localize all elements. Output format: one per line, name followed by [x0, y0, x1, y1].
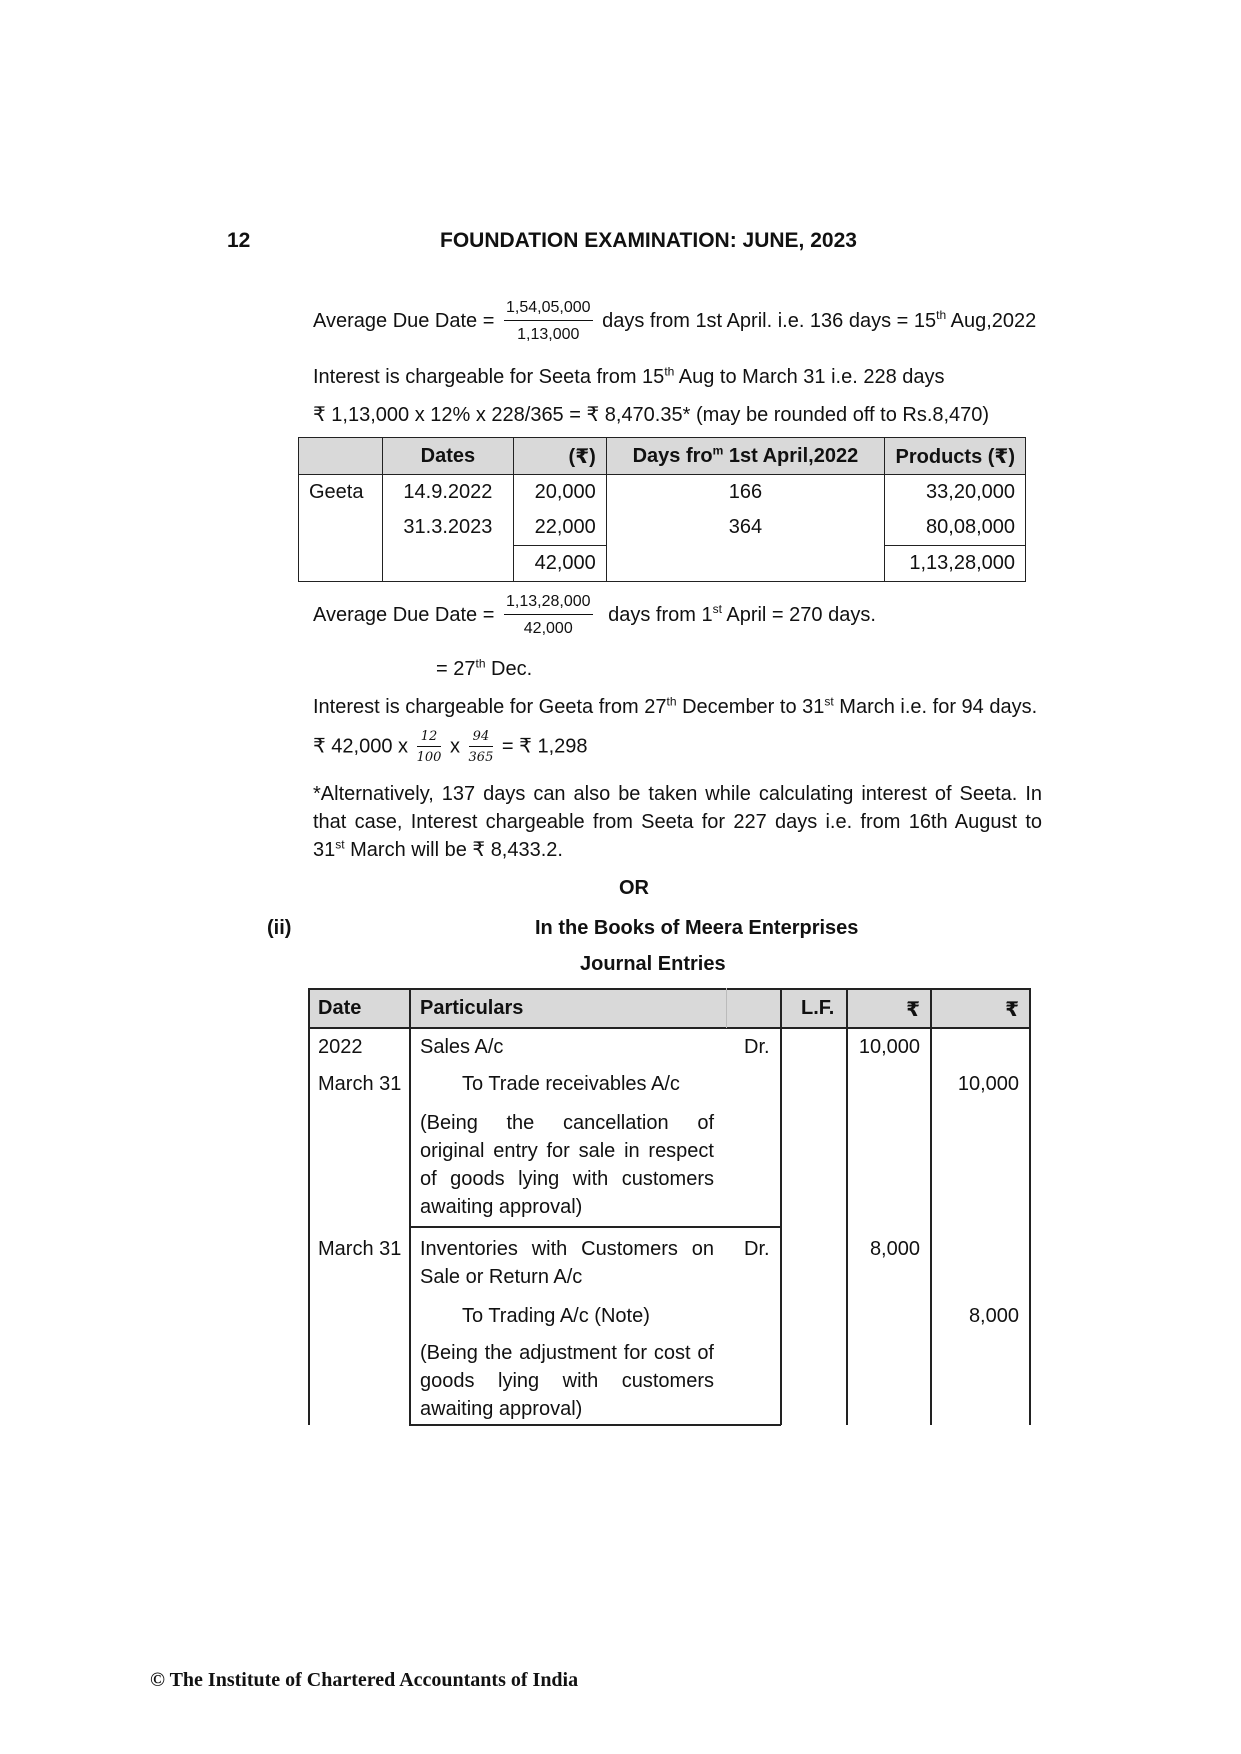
seeta-average-due-date: Average Due Date = $\frac{1,54,05,000}{1,13,000}$ days from 1st April. i.e. 136 days = 15th Aug,2022 — [313, 299, 1037, 343]
geeta-interest-period: Interest is chargeable for Geeta from 27th December to 31st March i.e. for 94 days. — [313, 694, 1038, 718]
header-debit: ₹ — [906, 999, 920, 1021]
entry-credit-amount: 10,000 — [957, 1073, 1019, 1095]
row-amount: 22,000 — [513, 510, 606, 546]
total-product: 1,13,28,000 — [885, 546, 1026, 582]
entry-narration: (Being the cancellation of original entry for sale in respect of goods lying with customers awaiting approval) — [420, 1112, 714, 1218]
header-days: Days fro$^m$ 1st April,2022 — [606, 438, 884, 475]
header-credit: ₹ — [1005, 999, 1019, 1021]
entry-debit-amount: 10,000 — [858, 1036, 920, 1058]
table-row — [299, 510, 1026, 546]
table-row — [299, 475, 1026, 511]
header-blank — [299, 438, 383, 475]
entry-credit-account: To Trade receivables A/c — [462, 1073, 680, 1095]
header-dates: Dates — [382, 438, 513, 475]
entry-credit-amount: 8,000 — [968, 1305, 1019, 1327]
row-date: 14.9.2022 — [382, 475, 513, 511]
geeta-average-due-date: Average Due Date = $\frac{1,13,28,000}{42,000}$ days from 1st April = 270 days. — [313, 593, 876, 637]
entry-dr: Dr. — [744, 1036, 770, 1058]
geeta-products-table — [298, 437, 1026, 582]
entry-dr: Dr. — [744, 1238, 770, 1260]
entry-debit-account: Sales A/c — [420, 1036, 504, 1058]
header-lf: L.F. — [801, 997, 835, 1019]
row-amount: 20,000 — [513, 475, 606, 511]
journal-header-bg — [308, 989, 1029, 1027]
alternative-note: *Alternatively, 137 days can also be taken while calculating interest of Seeta. In that case, Interest chargeable from Seeta for 227 days i.e. from 16th August to 31st March will be ₹ 8,433.2. — [313, 783, 1042, 861]
row-date: 31.3.2023 — [382, 510, 513, 546]
row-days: 364 — [606, 510, 884, 546]
total-amount: 42,000 — [513, 546, 606, 582]
header-date: Date — [318, 997, 362, 1019]
or-separator: OR — [619, 877, 649, 899]
entry-debit-amount: 8,000 — [869, 1238, 920, 1260]
footer-copyright: © The Institute of Chartered Accountants of India — [150, 1669, 579, 1691]
entry-debit-account: Inventories with Customers on Sale or Return A/c — [420, 1238, 714, 1288]
page-header-title: FOUNDATION EXAMINATION: JUNE, 2023 — [440, 229, 857, 252]
seeta-fraction: $\frac{1,54,05,000}{1,13,000}$ — [505, 299, 591, 343]
entry-date: March 31 — [318, 1073, 402, 1095]
row-product: 80,08,000 — [885, 510, 1026, 546]
header-amount: (₹) — [513, 438, 606, 475]
table-header-row — [299, 438, 1026, 475]
page-number: 12 — [227, 229, 251, 252]
seeta-interest-period: Interest is chargeable for Seeta from 15th Aug to March 31 i.e. 228 days — [313, 364, 945, 388]
table-total-row — [299, 546, 1026, 582]
journal-year: 2022 — [318, 1036, 363, 1058]
part-label: (ii) — [267, 917, 292, 939]
entry-credit-account: To Trading A/c (Note) — [462, 1305, 650, 1327]
journal-heading: Journal Entries — [580, 953, 726, 975]
books-heading: In the Books of Meera Enterprises — [535, 917, 859, 939]
header-products: Products (₹) — [885, 438, 1026, 475]
geeta-due-date-result: = 27th Dec. — [436, 656, 533, 680]
row-product: 33,20,000 — [885, 475, 1026, 511]
row-days: 166 — [606, 475, 884, 511]
party-name: Geeta — [299, 475, 383, 511]
seeta-interest-calc: ₹ 1,13,000 x 12% x 228/365 = ₹ 8,470.35* (may be rounded off to Rs.8,470) — [313, 404, 990, 426]
entry-date: March 31 — [318, 1238, 402, 1260]
geeta-interest-calc: ₹ 42,000 x $\frac{12}{100}$ x $\frac{94}{365}$ = ₹ 1,298 — [313, 729, 588, 765]
header-particulars: Particulars — [420, 997, 524, 1019]
geeta-fraction: $\frac{1,13,28,000}{42,000}$ — [505, 593, 591, 637]
entry-narration: (Being the adjustment for cost of goods lying with customers awaiting approval) — [420, 1342, 714, 1420]
